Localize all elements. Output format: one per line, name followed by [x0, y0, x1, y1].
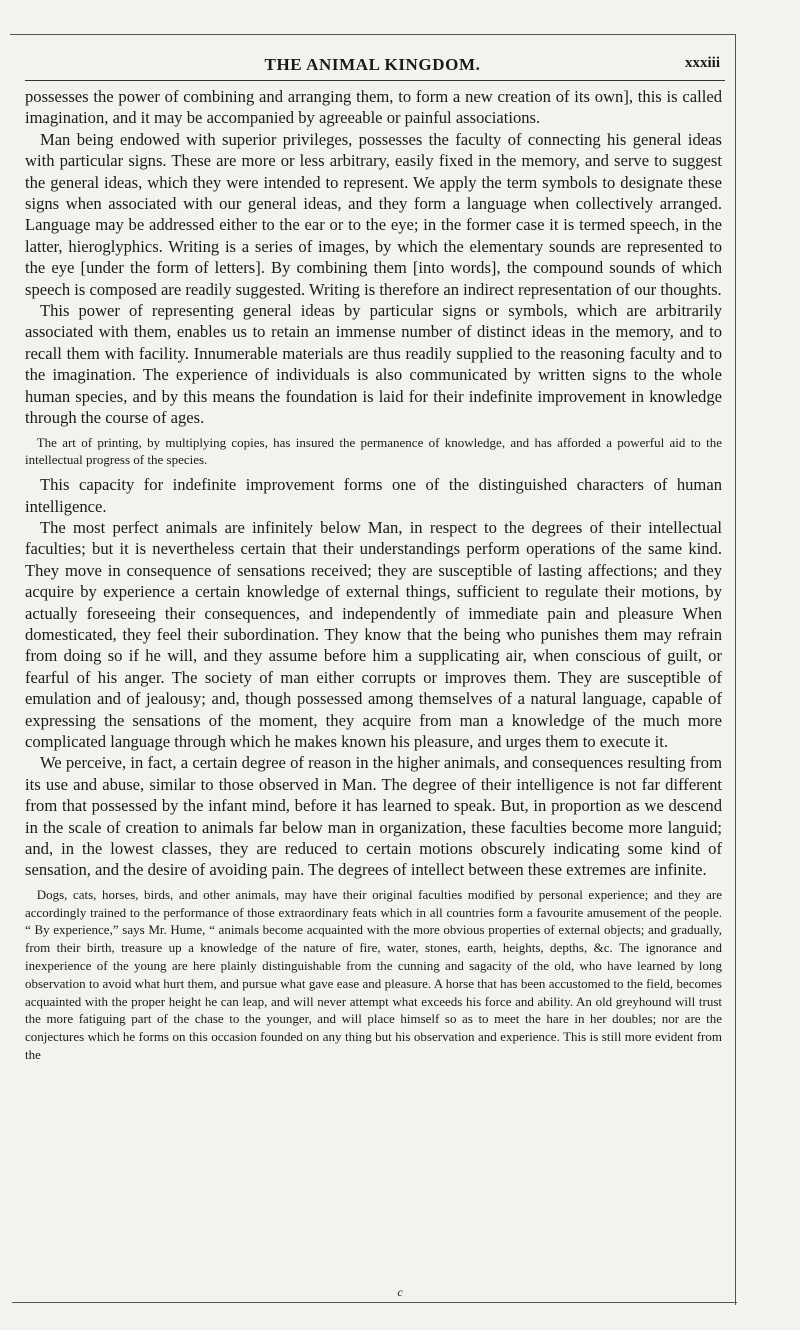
- page-body: [25, 86, 722, 1064]
- bottom-rule: [12, 1302, 737, 1303]
- page-header: [25, 55, 720, 79]
- paragraph: possesses the power of combining and arranging them, to form a new creation of its own], this is called imagination, and it may be accompanied by agreeable or painful associations.: [25, 87, 722, 128]
- paragraph: This power of representing general ideas by particular signs or symbols, which are arbitrarily associated with them, enables us to retain an immense number of distinct ideas in the memory, and to recall them with facility. Innumerable materials are thus readily supplied to the reasoning faculty and to the imagination. The experience of individuals is also communicated by written signs to the whole human species, and by this means the foundation is laid for their indefinite improvement in knowledge through the course of ages.: [25, 301, 722, 428]
- paragraph: Man being endowed with superior privileges, possesses the faculty of connecting his general ideas with particular signs. These are more or less arbitrary, easily fixed in the memory, and serve to suggest the general ideas, which they were intended to represent. We apply the term symbols to designate these signs when associated with our general ideas, and they form a language when collectively arranged. Language may be addressed either to the ear or to the eye; in the former case it is termed speech, in the latter, hieroglyphics. Writing is a series of images, by which the elementary sounds are represented to the eye [under the form of letters]. By combining them [into words], the compound sounds of which speech is composed are readily suggested. Writing is therefore an indirect representation of our thoughts.: [25, 129, 722, 299]
- footnote-block-1: [25, 434, 722, 470]
- paragraph: The most perfect animals are infinitely below Man, in respect to the degrees of their intellectual faculties; but it is nevertheless certain that their understandings perform operations of the same kind. They move in consequence of sensations received; they are susceptible of lasting affections; and they acquire by experience a certain knowledge of external things, sufficient to regulate their motions, by actually foreseeing their consequences, and independently of immediate pain and pleasure When domesticated, they feel their subordination. They know that the being who punishes them may refrain from doing so if he will, and they assume before him a supplicating air, when conscious of guilt, or fearful of his anger. The society of man either corrupts or improves them. They are susceptible of emulation and of jealousy; and, though possessed among themselves of a natural language, capable of expressing the sensations of the moment, they acquire from man a knowledge of the much more complicated language through which he makes known his pleasure, and urges them to execute it.: [25, 517, 722, 751]
- paragraph: This capacity for indefinite improvement forms one of the distinguished characters of human intelligence.: [25, 475, 722, 516]
- note-paragraph: Dogs, cats, horses, birds, and other animals, may have their original faculties modified by personal experience; and they are accordingly trained to the performance of those extraordinary feats which in all countries form a favourite amusement of the people. “ By experience,” says Mr. Hume, “ animals become acquainted with the more obvious properties of external objects; and gradually, from their birth, treasure up a knowledge of the nature of fire, water, stones, earth, heights, depths, &c. The ignorance and inexperience of the young are here plainly distinguishable from the cunning and sagacity of the old, who have learned by long observation to avoid what hurt them, and pursue what gave ease and pleasure. A horse that has been accustomed to the field, becomes acquainted with the proper height he can leap, and will never attempt what exceeds his force and ability. An old greyhound will trust the more fatiguing part of the chase to the younger, and will place himself so as to meet the hare in her doubles; nor are the conjectures which he forms on this occasion founded on any thing but his observation and experience. This is still more evident from the: [25, 886, 722, 1062]
- main-text-block-1: [25, 86, 722, 429]
- footnote-block-2: [25, 886, 722, 1064]
- header-rule: [25, 80, 725, 81]
- signature-mark: c: [397, 1285, 403, 1299]
- page-number: xxxiii: [684, 55, 720, 71]
- running-title: THE ANIMAL KINGDOM.: [264, 55, 481, 74]
- paragraph: We perceive, in fact, a certain degree of reason in the higher animals, and consequences resulting from its use and abuse, similar to those observed in Man. The degree of their intelligence is not far different from that possessed by the infant mind, before it has learned to speak. But, in proportion as we descend in the scale of creation to animals far below man in organization, these faculties become more languid; and, in the lowest classes, they are reduced to certain motions obscurely indicating some kind of sensation, and the desire of avoiding pain. The degrees of intellect between these extremes are infinite.: [25, 753, 722, 880]
- note-paragraph: The art of printing, by multiplying copies, has insured the permanence of knowledge, and has afforded a powerful aid to the intellectual progress of the species.: [25, 434, 722, 468]
- main-text-block-2: [25, 474, 722, 881]
